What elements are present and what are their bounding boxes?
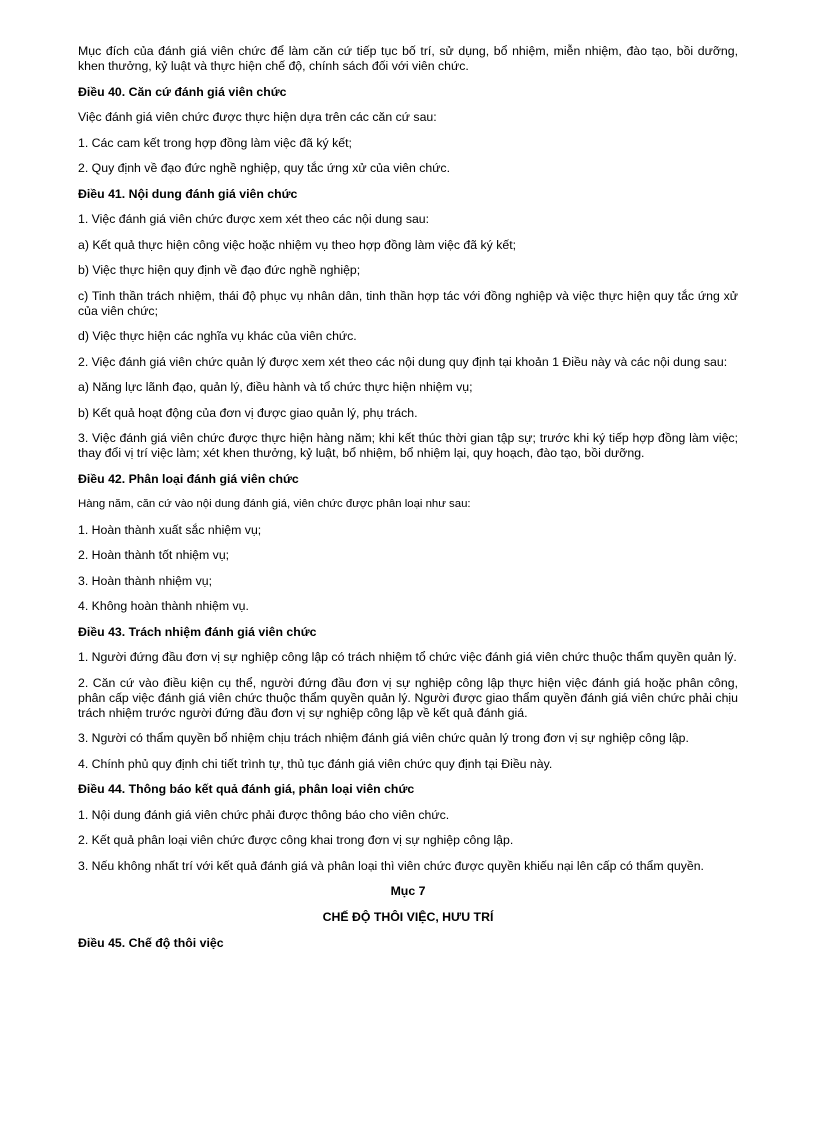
paragraph: 3. Người có thẩm quyền bổ nhiệm chịu trách nhiệm đánh giá viên chức quản lý trong đơn vị sự nghiệp công lập. — [78, 731, 689, 745]
section-title: CHẾ ĐỘ THÔI VIỆC, HƯU TRÍ — [322, 910, 494, 924]
paragraph: c) Tinh thần trách nhiệm, thái độ phục vụ nhân dân, tinh thần hợp tác với đồng nghiệp và việc thực hiện quy tắc ứng xử của viên chức; — [78, 288, 738, 318]
paragraph: 2. Kết quả phân loại viên chức được công khai trong đơn vị sự nghiệp công lập. — [78, 833, 514, 847]
paragraph: 2. Hoàn thành tốt nhiệm vụ; — [78, 548, 230, 562]
article-heading: Điều 43. Trách nhiệm đánh giá viên chức — [78, 624, 317, 639]
paragraph: 4. Không hoàn thành nhiệm vụ. — [78, 599, 249, 613]
paragraph: 1. Hoàn thành xuất sắc nhiệm vụ; — [78, 522, 262, 537]
paragraph: 2. Căn cứ vào điều kiện cụ thể, người đứng đầu đơn vị sự nghiệp công lập thực hiện việc đánh giá hoặc phân công, phân cấp việc đánh giá viên chức thuộc thẩm quyền quản lý. Người được giao thẩm quyền đánh giá viên chức phải chịu trách nhiệm trước người đứng đầu đơn vị sự nghiệp công lập về kết quả đánh giá. — [78, 675, 738, 720]
article-heading: Điều 44. Thông báo kết quả đánh giá, phân loại viên chức — [78, 782, 415, 796]
article-heading: Điều 40. Căn cứ đánh giá viên chức — [78, 84, 287, 99]
paragraph: b) Việc thực hiện quy định về đạo đức nghề nghiệp; — [78, 263, 361, 277]
paragraph: a) Năng lực lãnh đạo, quản lý, điều hành và tổ chức thực hiện nhiệm vụ; — [78, 380, 473, 394]
paragraph: 2. Việc đánh giá viên chức quản lý được xem xét theo các nội dung quy định tại khoản 1 Điều này và các nội dung sau: — [78, 354, 728, 369]
paragraph: 1. Nội dung đánh giá viên chức phải được thông báo cho viên chức. — [78, 807, 450, 822]
paragraph: d) Việc thực hiện các nghĩa vụ khác của viên chức. — [78, 329, 357, 343]
paragraph: 3. Hoàn thành nhiệm vụ; — [78, 573, 212, 588]
article-heading: Điều 41. Nội dung đánh giá viên chức — [78, 186, 298, 201]
section-number: Mục 7 — [390, 884, 426, 898]
article-heading: Điều 45. Chế độ thôi việc — [78, 936, 224, 950]
paragraph: 4. Chính phủ quy định chi tiết trình tự, thủ tục đánh giá viên chức quy định tại Điều này. — [78, 756, 553, 771]
paragraph: Mục đích của đánh giá viên chức để làm căn cứ tiếp tục bố trí, sử dụng, bổ nhiệm, miễn nhiệm, đào tạo, bồi dưỡng, khen thưởng, kỷ luật và thực hiện chế độ, chính sách đối với viên chức. — [78, 44, 738, 73]
paragraph: b) Kết quả hoạt động của đơn vị được giao quản lý, phụ trách. — [78, 405, 418, 420]
paragraph: 1. Các cam kết trong hợp đồng làm việc đã ký kết; — [78, 135, 352, 150]
paragraph: 3. Việc đánh giá viên chức được thực hiện hàng năm; khi kết thúc thời gian tập sự; trước khi ký tiếp hợp đồng làm việc; thay đổi vị trí việc làm; xét khen thưởng, kỷ luật, bổ nhiệm, bổ nhiệm lại, quy hoạch, đào tạo, bồi dưỡng. — [78, 431, 738, 460]
paragraph: 1. Người đứng đầu đơn vị sự nghiệp công lập có trách nhiệm tổ chức việc đánh giá viên chức thuộc thẩm quyền quản lý. — [78, 650, 737, 664]
paragraph: 3. Nếu không nhất trí với kết quả đánh giá và phân loại thì viên chức được quyền khiếu nại lên cấp có thẩm quyền. — [78, 858, 704, 873]
article-heading: Điều 42. Phân loại đánh giá viên chức — [78, 471, 299, 486]
paragraph: Việc đánh giá viên chức được thực hiện dựa trên các căn cứ sau: — [78, 110, 437, 124]
paragraph: 2. Quy định về đạo đức nghề nghiệp, quy tắc ứng xử của viên chức. — [78, 161, 450, 175]
paragraph: a) Kết quả thực hiện công việc hoặc nhiệm vụ theo hợp đồng làm việc đã ký kết; — [78, 237, 517, 252]
paragraph: 1. Việc đánh giá viên chức được xem xét theo các nội dung sau: — [78, 212, 430, 226]
paragraph: Hàng năm, căn cứ vào nội dung đánh giá, viên chức được phân loại như sau: — [78, 498, 471, 510]
